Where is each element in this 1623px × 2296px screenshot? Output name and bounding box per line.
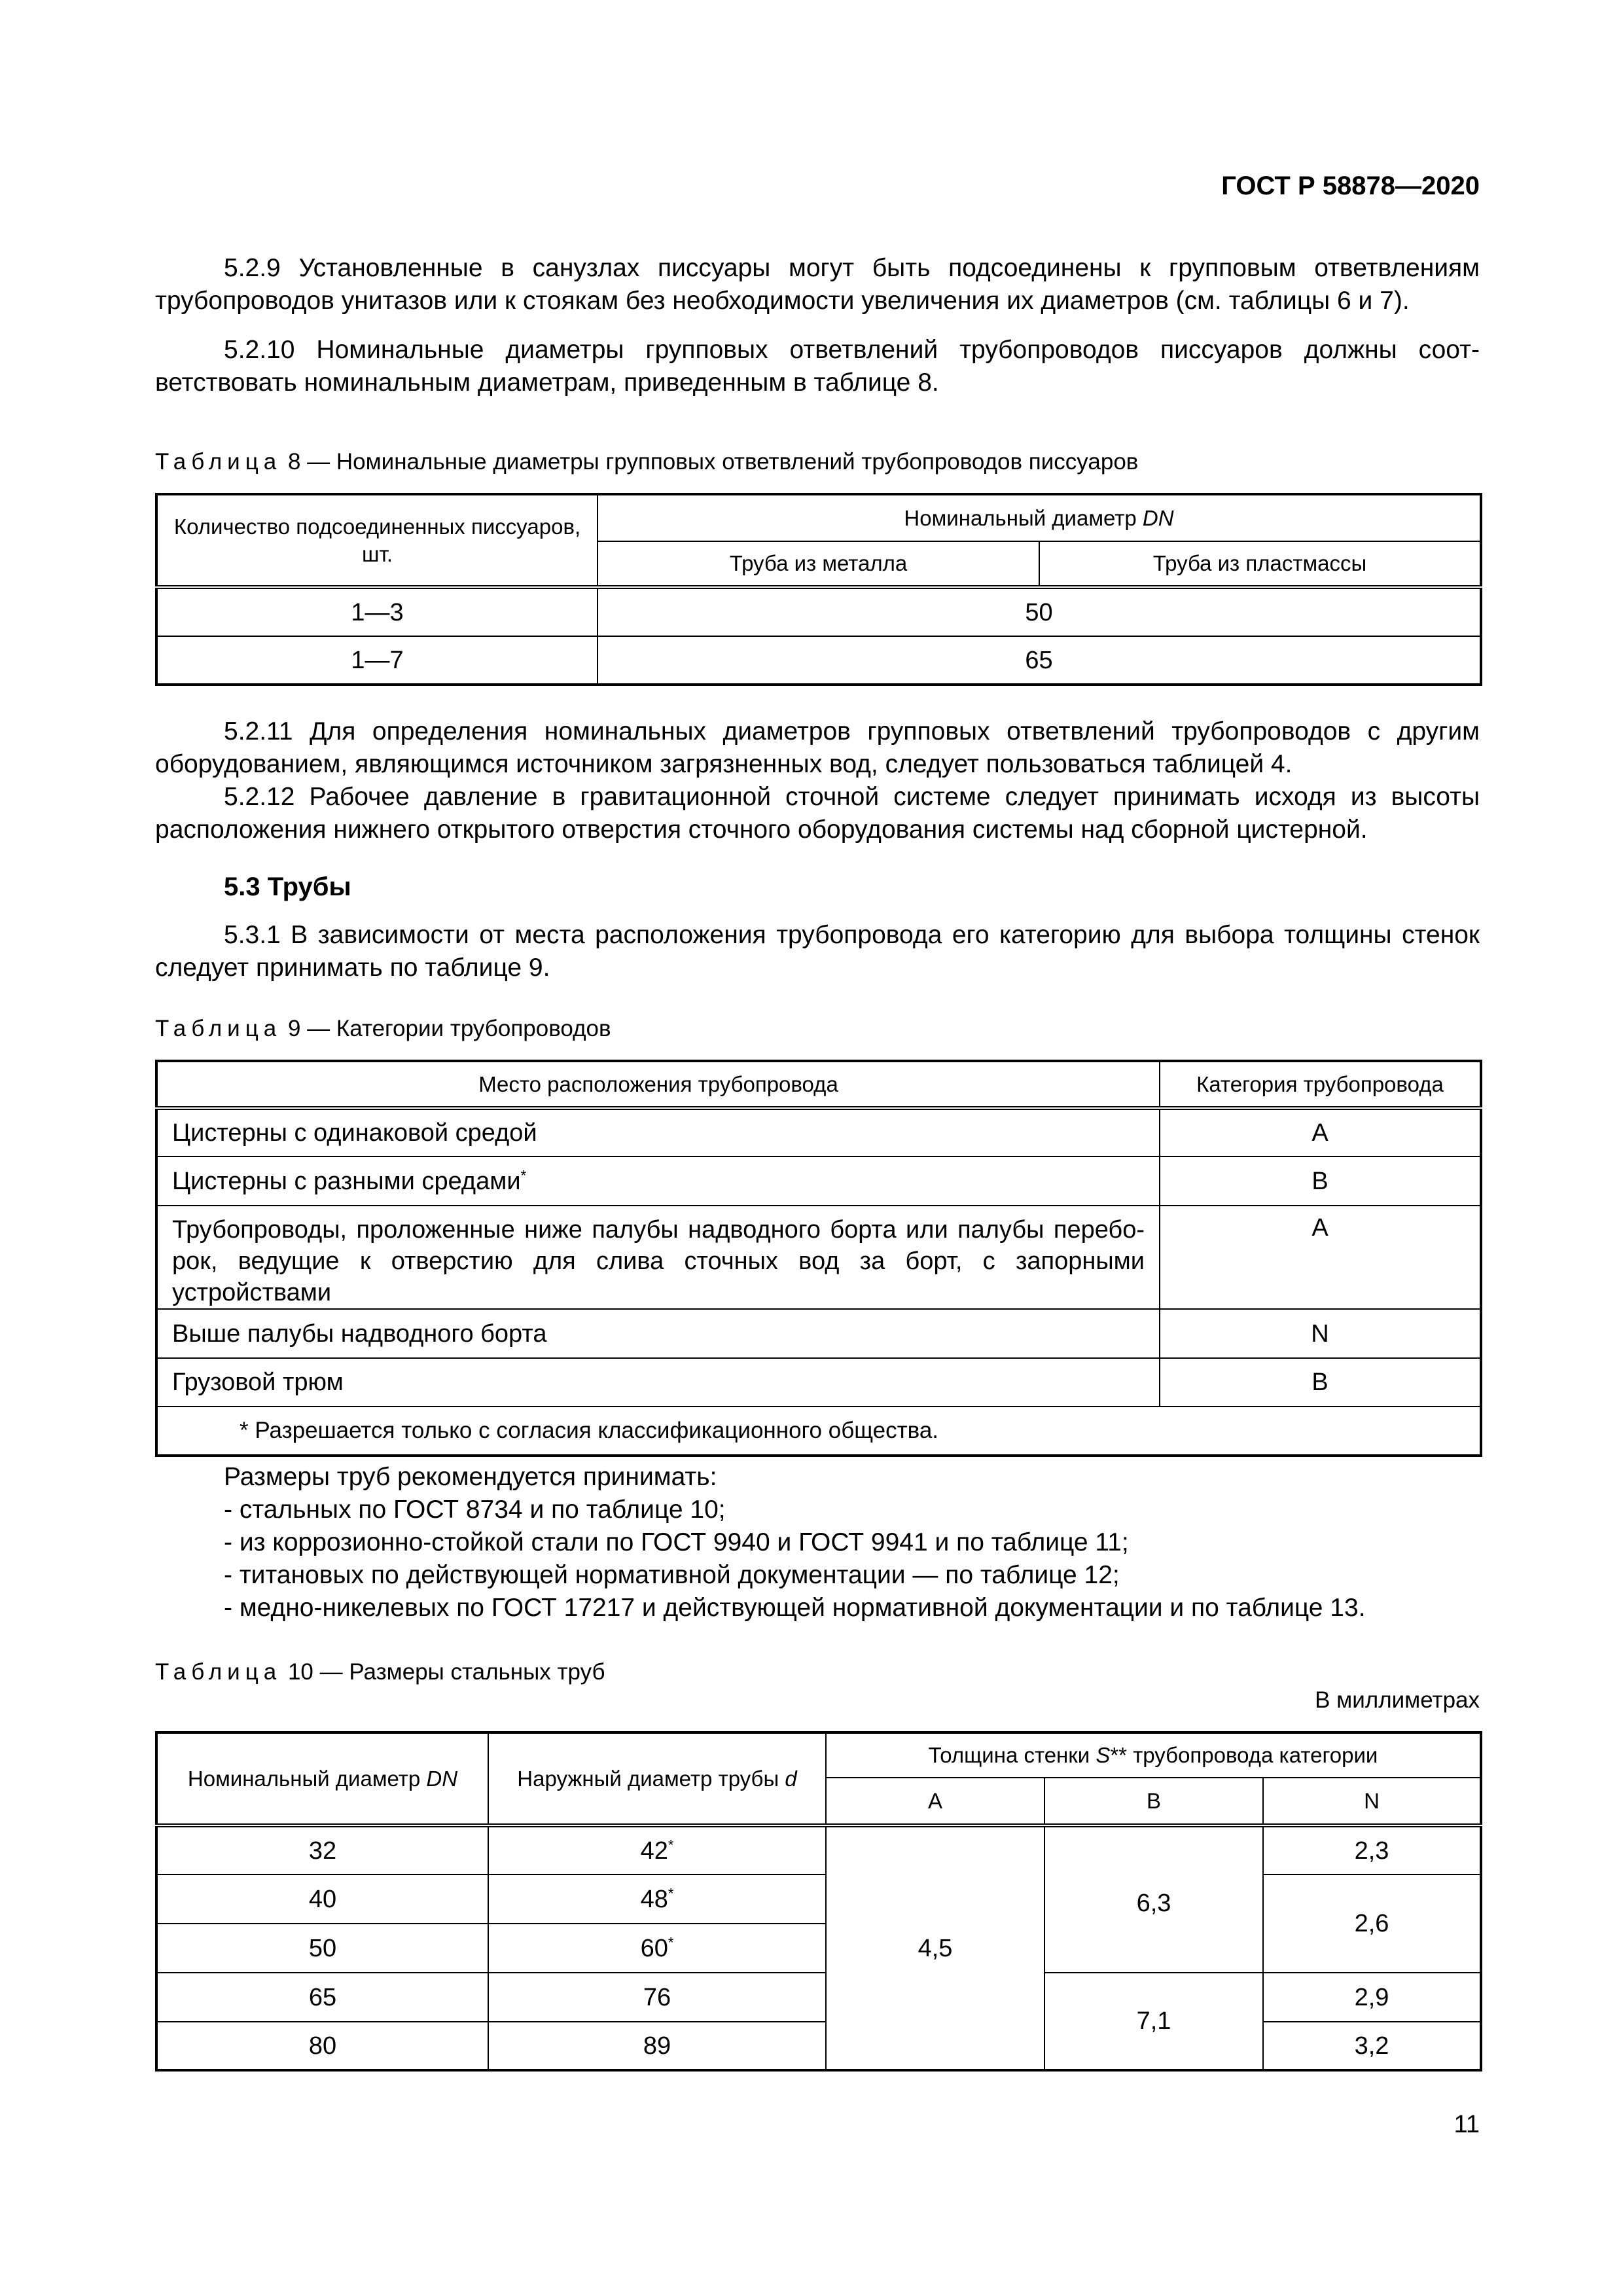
header-dn-text: Номинальный диаметр: [187, 1766, 427, 1791]
document-id: ГОСТ Р 58878—2020: [1221, 171, 1480, 200]
header-place: Место расположения трубопровода: [156, 1061, 1160, 1108]
header-outer-diameter: [488, 1732, 826, 1825]
table-8: [155, 493, 1482, 686]
cell-d: [488, 1874, 826, 1924]
cell-dn: 32: [156, 1825, 488, 1874]
header-category-n: N: [1263, 1778, 1481, 1825]
footnote-mark: *: [668, 1884, 674, 1901]
paragraph-5-2-11: 5.2.11 Для определения номинальных диаметров групповых ответвлений трубопроводов с другим оборудованием, являющимся источником загрязненных вод, следует пользоваться таблицей 4.: [155, 717, 1480, 778]
cell-dn: 50: [597, 587, 1481, 636]
cell-d: [488, 1924, 826, 1973]
cell-dn: 65: [597, 636, 1481, 685]
list-item: - титановых по действующей нормативной документации — по таблице 12;: [224, 1561, 1120, 1589]
page-number: 11: [1454, 2111, 1480, 2138]
paragraph-5-2-12: 5.2.12 Рабочее давление в гравитационной сточной системе следует принимать исходя из высоты расположения нижнего открытого отверстия сточного оборудования системы над сборной цистерной.: [155, 783, 1480, 844]
header-metal: Труба из металла: [597, 541, 1039, 587]
cell-category: N: [1160, 1309, 1481, 1358]
cell-category: A: [1160, 1206, 1481, 1309]
footnote-mark: *: [668, 1836, 674, 1853]
cell-n: 2,3: [1263, 1825, 1481, 1874]
caption-prefix: Таблица: [155, 1016, 282, 1041]
cell-dn: 65: [156, 1973, 488, 2022]
header-category-a: A: [826, 1778, 1044, 1825]
caption-text: 9 — Категории трубопроводов: [281, 1016, 611, 1041]
cell-place: Выше палубы надводного борта: [156, 1309, 1160, 1358]
section-heading-5-3: 5.3 Трубы: [224, 872, 351, 901]
place-text: Цистерны с разными средами: [172, 1167, 521, 1195]
paragraph-5-2-9: 5.2.9 Установленные в санузлах писсуары могут быть подсоединены к групповым ответвлениям трубопроводов унитазов или к стоякам без необходимости увеличения их диаметров (см. таблицы 6 и 7).: [155, 254, 1480, 315]
cell-category: B: [1160, 1358, 1481, 1407]
header-d-symbol: d: [785, 1766, 797, 1791]
header-d-text: Наружный диаметр трубы: [517, 1766, 785, 1791]
cell-dn: 50: [156, 1924, 488, 1973]
table10-caption: [155, 1659, 605, 1685]
table-footnote: * Разрешается только с согласия классификационного общества.: [156, 1407, 1481, 1456]
cell-place: [156, 1108, 1160, 1157]
cell-n: 3,2: [1263, 2022, 1481, 2070]
header-dn-symbol: DN: [1142, 505, 1174, 530]
units-note: В миллиметрах: [1315, 1687, 1480, 1713]
paragraph-5-2-10: 5.2.10 Номинальные диаметры групповых ответвлений трубопроводов писсуаров должны соответствовать номинальным диаметрам, приведенным в таблице 8.: [155, 336, 1480, 397]
cell-place: [156, 1157, 1160, 1206]
caption-prefix: Таблица: [155, 449, 282, 475]
table-row: [156, 1108, 1481, 1157]
footnote-mark: *: [668, 1933, 674, 1950]
header-plastic: Труба из пластмассы: [1039, 541, 1481, 587]
header-wall-symbol: S: [1096, 1743, 1111, 1767]
header-category-b: B: [1044, 1778, 1263, 1825]
cell-b: 6,3: [1044, 1825, 1263, 1973]
header-category: Категория трубопровода: [1160, 1061, 1481, 1108]
list-item: - стальных по ГОСТ 8734 и по таблице 10;: [224, 1496, 726, 1524]
cell-place: Трубопроводы, проложенные ниже палубы надводного борта или палубы переборок, ведущие к отверстию для слива сточных вод за борт, с запорными устройствами: [156, 1206, 1160, 1309]
cell-dn: 80: [156, 2022, 488, 2070]
table-row: [156, 1973, 1481, 2022]
cell-dn: 40: [156, 1874, 488, 1924]
list-item: - медно-никелевых по ГОСТ 17217 и действующей нормативной документации и по таблице 13.: [224, 1594, 1366, 1622]
table-10: [155, 1731, 1482, 2072]
cell-n: 2,6: [1263, 1874, 1481, 1973]
table-row: [156, 1309, 1481, 1358]
cell-d: [488, 1825, 826, 1874]
d-value: 42: [640, 1837, 668, 1865]
table-row: [156, 1157, 1481, 1206]
footnote-mark: *: [520, 1166, 527, 1183]
cell-a: 4,5: [826, 1825, 1044, 2070]
cell-place: Грузовой трюм: [156, 1358, 1160, 1407]
table-row: [156, 2022, 1481, 2070]
table-9: [155, 1060, 1482, 1457]
header-wall-text: Толщина стенки: [928, 1743, 1096, 1767]
caption-prefix: Таблица: [155, 1659, 282, 1685]
d-value: 60: [640, 1934, 668, 1962]
header-dn: [597, 494, 1481, 541]
cell-count: 1—3: [156, 587, 597, 636]
table8-caption: [155, 449, 1138, 475]
header-wall-text-2: ** трубопровода категории: [1110, 1743, 1378, 1767]
table-row: [156, 1874, 1481, 1924]
header-wall-thickness: [826, 1732, 1481, 1778]
pipe-sizes-list: [155, 1461, 1480, 1624]
cell-count: 1—7: [156, 636, 597, 685]
table-row: [156, 587, 1481, 636]
place-text: Цистерны с одинаковой средой: [172, 1119, 537, 1147]
header-dn: [156, 1732, 488, 1825]
list-item: - из коррозионно-стойкой стали по ГОСТ 9940 и ГОСТ 9941 и по таблице 11;: [224, 1528, 1129, 1556]
cell-category: B: [1160, 1157, 1481, 1206]
header-count: Количество подсоединенных писсуаров, шт.: [156, 494, 597, 587]
table-row: [156, 1358, 1481, 1407]
paragraph-5-3-1: 5.3.1 В зависимости от места расположения трубопровода его категорию для выбора толщины стенок следует принимать по таблице 9.: [155, 921, 1480, 982]
table-row: [156, 636, 1481, 685]
table-row: [156, 1825, 1481, 1874]
cell-d: 89: [488, 2022, 826, 2070]
caption-text: 8 — Номинальные диаметры групповых ответвлений трубопроводов писсуаров: [281, 449, 1139, 475]
cell-category: A: [1160, 1108, 1481, 1157]
caption-text: 10 — Размеры стальных труб: [281, 1659, 605, 1685]
pipe-sizes-intro: Размеры труб рекомендуется принимать:: [224, 1463, 717, 1491]
table-row: [156, 1206, 1481, 1309]
header-dn-symbol: DN: [426, 1766, 458, 1791]
d-value: 48: [640, 1885, 668, 1913]
header-dn-text: Номинальный диаметр: [904, 505, 1143, 530]
table9-caption: [155, 1016, 611, 1042]
cell-b: 7,1: [1044, 1973, 1263, 2070]
cell-n: 2,9: [1263, 1973, 1481, 2022]
cell-d: 76: [488, 1973, 826, 2022]
